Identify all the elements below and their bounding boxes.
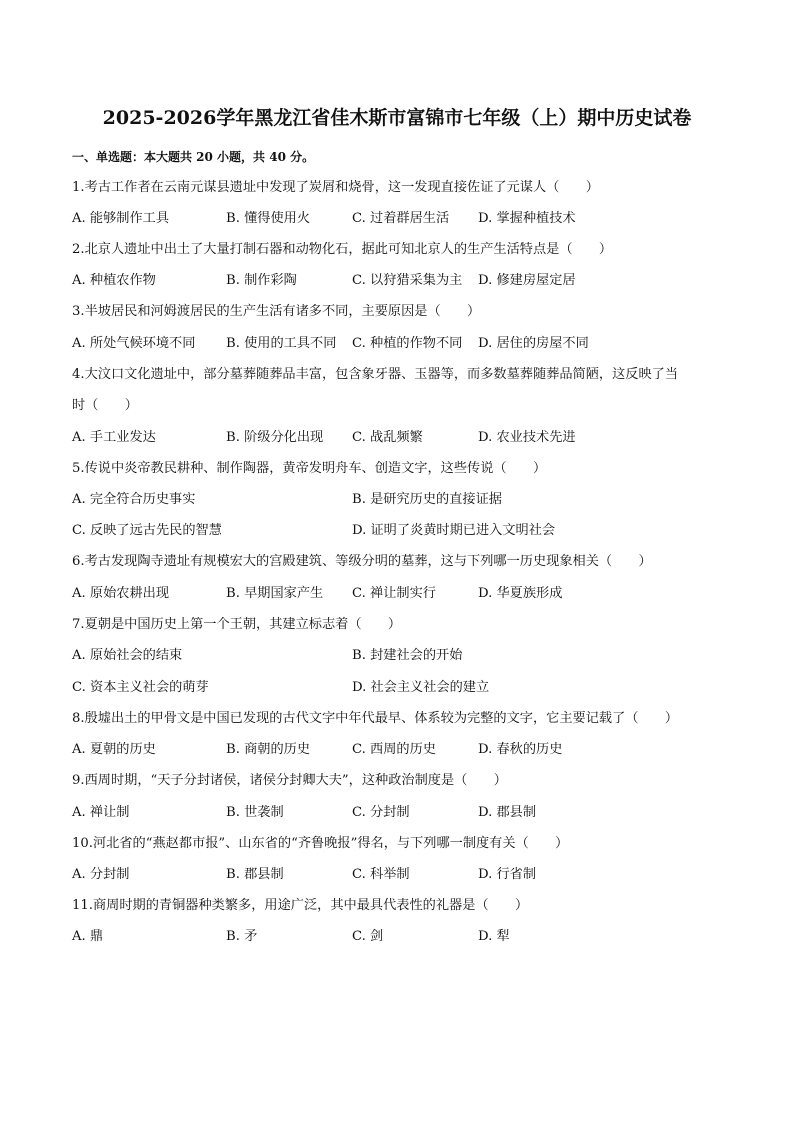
option-d: D. 春秋的历史 (478, 742, 563, 757)
option-c: C. 剑 (352, 929, 384, 944)
question-5-options-row1 (72, 488, 732, 506)
question-3-options (72, 332, 732, 350)
option-b: B. 制作彩陶 (226, 273, 297, 288)
option-c: C. 禅让制实行 (352, 586, 436, 601)
question-11-stem: 11.商周时期的青铜器种类繁多，用途广泛，其中最具代表性的礼器是（ ） (72, 898, 529, 913)
option-a: A. 所处气候环境不同 (72, 336, 196, 351)
option-c: C. 过着群居生活 (352, 211, 450, 226)
option-d: D. 社会主义社会的建立 (352, 680, 490, 695)
option-c: C. 以狩猎采集为主 (352, 273, 463, 288)
section-heading: 一、单选题：本大题共 20 小题，共 40 分。 (72, 150, 315, 164)
question-5-stem: 5.传说中炎帝教民耕种、制作陶器，黄帝发明舟车、创造文字，这些传说（ ） (72, 461, 547, 476)
option-c: C. 分封制 (352, 805, 410, 820)
question-11-options (72, 925, 732, 943)
option-b: B. 矛 (226, 929, 258, 944)
option-b: B. 阶级分化出现 (226, 430, 324, 445)
question-10-options (72, 863, 732, 881)
option-b: B. 商朝的历史 (226, 742, 311, 757)
option-d: D. 郡县制 (478, 805, 537, 820)
question-7-options-row1 (72, 644, 732, 662)
option-a: A. 种植农作物 (72, 273, 156, 288)
option-d: D. 掌握种植技术 (478, 211, 576, 226)
option-d: D. 农业技术先进 (478, 430, 576, 445)
question-1-stem: 1.考古工作者在云南元谋县遗址中发现了炭屑和烧骨，这一发现直接佐证了元谋人（ ） (72, 180, 599, 195)
option-a: A. 鼎 (72, 929, 104, 944)
option-b: B. 封建社会的开始 (352, 648, 463, 663)
option-b: B. 世袭制 (226, 805, 284, 820)
question-1-options (72, 207, 732, 225)
question-2-options (72, 269, 732, 287)
question-4-options (72, 426, 732, 444)
question-2-stem: 2.北京人遗址中出土了大量打制石器和动物化石，据此可知北京人的生产生活特点是（ ） (72, 242, 613, 257)
option-c: C. 反映了远古先民的智慧 (72, 523, 222, 538)
option-d: D. 居住的房屋不同 (478, 336, 589, 351)
question-6-stem: 6.考古发现陶寺遗址有规模宏大的宫殿建筑、等级分明的墓葬，这与下列哪一历史现象相关（ ） (72, 554, 652, 569)
question-4-stem: 4.大汶口文化遗址中，部分墓葬随葬品丰富，包含象牙器、玉器等，而多数墓葬随葬品简陋，这反映了当 (72, 367, 679, 382)
option-d: D. 证明了炎黄时期已进入文明社会 (352, 523, 556, 538)
question-4-stem-continued: 时（ ） (72, 398, 138, 413)
question-7-options-row2 (72, 676, 732, 694)
option-c: C. 战乱频繁 (352, 430, 423, 445)
option-a: A. 能够制作工具 (72, 211, 170, 226)
option-d: D. 行省制 (478, 867, 537, 882)
option-b: B. 早期国家产生 (226, 586, 324, 601)
option-a: A. 分封制 (72, 867, 130, 882)
option-b: B. 使用的工具不同 (226, 336, 337, 351)
option-a: A. 夏朝的历史 (72, 742, 156, 757)
option-d: D. 华夏族形成 (478, 586, 563, 601)
option-c: C. 资本主义社会的萌芽 (72, 680, 209, 695)
option-a: A. 手工业发达 (72, 430, 156, 445)
question-9-stem: 9.西周时期，“天子分封诸侯，诸侯分封卿大夫”，这种政治制度是（ ） (72, 773, 507, 788)
question-5-options-row2 (72, 519, 732, 537)
question-3-stem: 3.半坡居民和河姆渡居民的生产生活有诸多不同，主要原因是（ ） (72, 304, 481, 319)
option-a: A. 完全符合历史事实 (72, 492, 196, 507)
option-b: B. 懂得使用火 (226, 211, 311, 226)
question-6-options (72, 582, 732, 600)
question-9-options (72, 801, 732, 819)
option-c: C. 西周的历史 (352, 742, 436, 757)
option-d: D. 犁 (478, 929, 510, 944)
question-8-stem: 8.殷墟出土的甲骨文是中国已发现的古代文字中年代最早、体系较为完整的文字，它主要记载了（ ） (72, 711, 679, 726)
option-c: C. 科举制 (352, 867, 410, 882)
option-a: A. 原始农耕出现 (72, 586, 170, 601)
option-b: B. 是研究历史的直接证据 (352, 492, 502, 507)
option-d: D. 修建房屋定居 (478, 273, 576, 288)
question-8-options (72, 738, 732, 756)
option-a: A. 原始社会的结束 (72, 648, 183, 663)
option-a: A. 禅让制 (72, 805, 130, 820)
question-7-stem: 7.夏朝是中国历史上第一个王朝，其建立标志着（ ） (72, 617, 402, 632)
exam-title: 2025-2026学年黑龙江省佳木斯市富锦市七年级（上）期中历史试卷 (102, 107, 692, 129)
question-10-stem: 10.河北省的“燕赵都市报”、山东省的“齐鲁晚报”得名，与下列哪一制度有关（ ） (72, 836, 569, 851)
option-b: B. 郡县制 (226, 867, 284, 882)
option-c: C. 种植的作物不同 (352, 336, 463, 351)
